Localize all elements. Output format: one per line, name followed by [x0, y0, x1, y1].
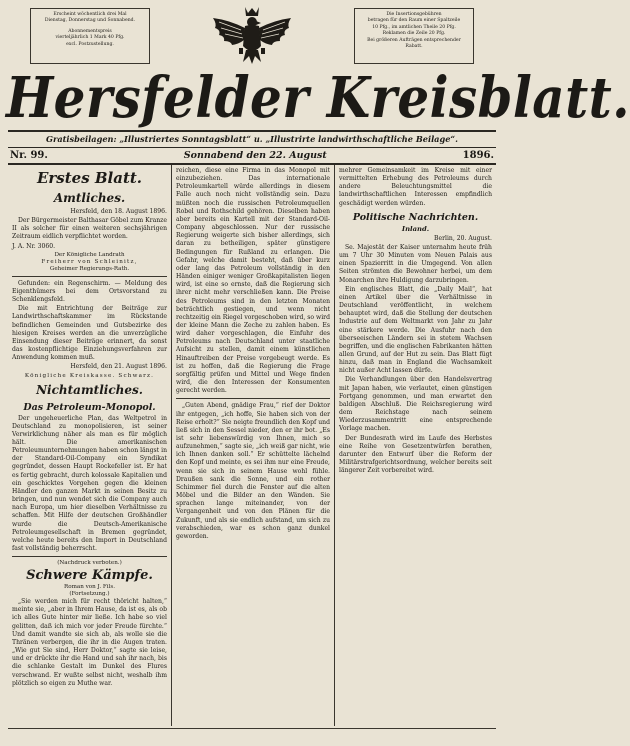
news-body: Se. Majestät der Kaiser unternahm heute früh um 7 Uhr 30 Minuten vom Neuen Palais aus einen Spazierritt in die Umgegend. Von allen Seiten strömten die Bewohner herbei, um dem Monarchen ihre Huldigung darzubringen. — [339, 243, 492, 284]
issue-row — [6, 148, 498, 163]
signature: Freiherr von Schleinitz, — [41, 258, 138, 265]
notice-line: Bei größeren Aufträgen entsprechender — [367, 37, 461, 43]
notice-line: 10 Pfg., im amtlichen Theile 20 Pfg. — [372, 24, 456, 30]
news-body: Die Verhandlungen über den Handelsvertrag mit Japan haben, wie verlautet, einen günstigen Fortgang genommen, und man erwartet den baldigen Abschluß. Die Reichsregierung wird dem Reichstage nach seinem Wiederzusammentritt eine entsprechende Vorlage machen. — [339, 376, 492, 433]
reference-number: J. A. Nr. 3060. — [12, 242, 56, 250]
column-2 — [171, 165, 334, 726]
official-notice-body: Der Bürgermeister Balthasar Göbel zum Kranze II als solcher für einen weiteren sechsjährigen Zeitraum eidlich verpflichtet worden. — [12, 217, 167, 241]
divider — [12, 276, 167, 277]
signature: Der Königliche Landrath — [54, 251, 125, 258]
divider — [8, 728, 496, 729]
notice-line: excl. Postzustellung. — [66, 41, 114, 47]
article-body: reichen, diese eine Firma in das Monopol mit einzubeziehen. Das internationale Petroleumkartell würde allerdings in diesem Falle auch noch nicht vollständig sein. Dazu müßten noch die russischen Petroleumquellen Robel und Rothschild gehören. Dieselben haben aber bereits ein Kartell mit der Standard-Oil-Company abgeschlossen. Nur der russische Regierung weigerte sich bisher allerdings, sich daran zu betheiligen, später günstigere Bedingungen für Rußland zu erlangen. Die Gefahr, welche damit besteht, daß über kurz oder lang das Petroleum vollständig in den Händen einiger weniger Großkapitalisten liegen wird, ist eine so ernste, daß die Regierung sich ihrer nicht mehr verschließen kann. Die Preise des Petroleums sind in den letzten Monaten beträchtlich gestiegen, und wenn nicht rechtzeitig ein Riegel vorgeschoben wird, so wird der kleine Mann die Zeche zu zahlen haben. Es wird daher vorgeschlagen, die Einfuhr des Petroleums nach Deutschland unter staatliche Aufsicht zu stellen, damit einem künstlichen Hinauftreiben der Preise vorgebeugt werde. Es ist zu hoffen, daß die Regierung die Frage sorgfältig prüfen und Mittel und Wege finden wird, die den Interessen der Konsumenten gerecht werden. — [176, 167, 330, 395]
insertion-fees-notice — [354, 8, 474, 64]
subscription-notice — [30, 8, 150, 64]
novel-body: „Guten Abend, gnädige Frau,“ rief der Doktor ihr entgegen, „ich hoffe, Sie haben sich von der Reise erholt?“ Sie neigte freundlich den Kopf und ließ sich in den Sessel nieder, den er ihr bot. „Es ist sehr liebenswürdig von Ihnen, mich so aufzunehmen,“ sagte sie, „ich weiß gar nicht, wie ich Ihnen danken soll.“ Er schüttelte lächelnd den Kopf und meinte, es sei ihm nur eine Freude, wenn sie sich in seinem Hause wohl fühle. Draußen sank die Sonne, und ein rother Schimmer fiel durch die Fenster auf die alten Möbel und die Bilder an den Wänden. Sie sprachen lange miteinander, von der Vergangenheit und von den Plänen für die Zukunft, und als sie endlich aufstand, um sich zu verabschieden, war es schon ganz dunkel geworden. — [176, 402, 330, 540]
tax-notice: Die mit Entrichtung der Beiträge zur Landwirthschaftskammer im Rückstande befindlichen Gemeinden und Gutsbezirke des hiesigen Kreises werden an die unverzügliche Einsendung dieser Beiträge erinnert, da sonst das kostenpflichtige Einziehungsverfahren zur Anwendung kommen muß. — [12, 305, 167, 362]
notice-line: Abonnementspreis — [68, 28, 112, 34]
section-nichtamtliches: Nichtamtliches. — [36, 382, 143, 397]
found-notice: Gefunden: ein Regenschirm. — Meldung des Eigenthümers bei dem Ortsvorstand zu Schenklengsfeld. — [12, 279, 167, 304]
column-3 — [334, 165, 496, 726]
reprint-note: (Nachdruck verboten.) — [57, 560, 122, 567]
notice-line: Dienstag, Donnerstag und Sonnabend. — [44, 18, 136, 24]
column-1 — [8, 165, 171, 726]
subsection-inland: Inland. — [401, 224, 430, 233]
newspaper-title: Hersfelder Kreisblatt. — [6, 64, 630, 131]
novel-body: „Sie werden mich für recht thöricht halten,“ meinte sie, „aber in Ihrem Hause, da ist es, als ob ich alles Gute hinter mir ließe. Ich habe so viel gelitten, daß ich mich vor jeder Freude fürchte.“ Und damit wandte sie sich ab, als wolle sie die Thränen verbergen, die ihr in die Augen traten. „Wie gut Sie sind, Herr Doktor,“ sagte sie leise, und er drückte ihr die Hand und sah ihr nach, bis die schlanke Gestalt im Dunkel des Flures verschwand. Er wußte selbst nicht, weshalb ihm plötzlich so eigen zu Muthe war. — [12, 598, 167, 687]
dateline: Hersfeld, den 18. August 1896. — [70, 208, 167, 215]
dateline: Berlin, 20. August. — [434, 234, 492, 242]
signature: Geheimer Regierungs-Rath. — [49, 265, 130, 272]
divider — [12, 556, 167, 557]
issue-year: 1896. — [462, 150, 494, 161]
novel-title: Schwere Kämpfe. — [26, 568, 153, 584]
novel-continuation: (Fortsetzung.) — [69, 591, 110, 598]
novel-author: Roman von J. Fils. — [64, 584, 115, 591]
notice-line: Erscheint wöchentlich drei Mal — [53, 12, 127, 17]
news-body: Ein englisches Blatt, die „Daily Mail“, hat einen Artikel über die Verhältnisse in Deutschland veröffentlicht, in welchem behauptet wird, daß die Stellung der deutschen Industrie auf dem Weltmarkt von Jahr zu Jahr eine stärkere werde. Die Ausfuhr nach den überseeischen Ländern sei in stetem Wachsen begriffen, und die englischen Fabrikanten hätten allen Grund, auf der Hut zu sein. Das Blatt fügt hinzu, daß man in England die Wachsamkeit nicht außer Acht lassen dürfe. — [339, 285, 492, 375]
supplements-line: Gratisbeilagen: „Illustriertes Sonntagsblatt“ u. „Illustrirte landwirthschaftliche Beilage“. — [46, 134, 458, 144]
news-body: Der Bundesrath wird im Laufe des Herbstes eine Reihe von Gesetzentwürfen berathen, darunter den Entwurf über die Reform der Militärstrafgerichtsordnung, welcher bereits seit längerer Zeit vorbereitet wird. — [339, 434, 492, 475]
signature: Königliche Kreiskasse. Schwarz. — [24, 372, 155, 379]
eagle-crest-icon — [211, 4, 293, 66]
notice-line: vierteljährlich 1 Mark 40 Pfg. — [55, 35, 125, 41]
section-amtliches: Amtliches. — [53, 191, 126, 205]
notice-line: Reklamen die Zeile 20 Pfg. — [382, 31, 446, 37]
notice-line: Rabatt. — [405, 44, 423, 50]
masthead-top — [6, 4, 498, 66]
article-headline: Das Petroleum-Monopol. — [23, 401, 156, 413]
section-politische-nachrichten: Politische Nachrichten. — [352, 211, 479, 223]
notice-line: Die Insertionsgebühren — [386, 12, 442, 17]
dateline: Hersfeld, den 21. August 1896. — [70, 363, 167, 371]
article-body: Der ungeheuerliche Plan, das Weltpetrol in Deutschland zu monopolisieren, ist seiner Verwirklichung näher als man es für möglich hält. Die amerikanischen Petroleumunternehmungen haben schon längst in der Standard-Oil-Company ein Syndikat gegründet, dessen Haupt Rockefeller ist. Er hat es fertig gebracht, durch kolossale Kapitalien und ein geschicktes Vorgehen gegen die kleinen Händler den ganzen Markt in seinen Besitz zu bringen, und nun wendet sich die Company auch nach Europa, um hier dieselben Verhältnisse zu schaffen. Mit Hilfe der deutschen Großhändler wurde die Deutsch-Amerikanische Petroleumgesellschaft in Bremen gegründet, welche heute bereits den Import in Deutschland fast vollständig beherrscht. — [12, 414, 167, 552]
issue-number: Nr. 99. — [10, 150, 48, 161]
notice-line: betragen für den Raum einer Spaltzeile — [367, 18, 461, 24]
article-body: mehrer Gemeinsamkeit im Kreise mit einer vermittelten Erhebung des Petroleums durch andere Beleuchtungsmittel die landwirthschaftlichen Interessen empfindlich geschädigt werden würden. — [339, 167, 492, 207]
article-columns — [8, 165, 496, 726]
issue-date: Sonnabend den 22. August — [183, 150, 327, 161]
divider — [176, 398, 330, 399]
section-erstes-blatt: Erstes Blatt. — [36, 169, 143, 187]
